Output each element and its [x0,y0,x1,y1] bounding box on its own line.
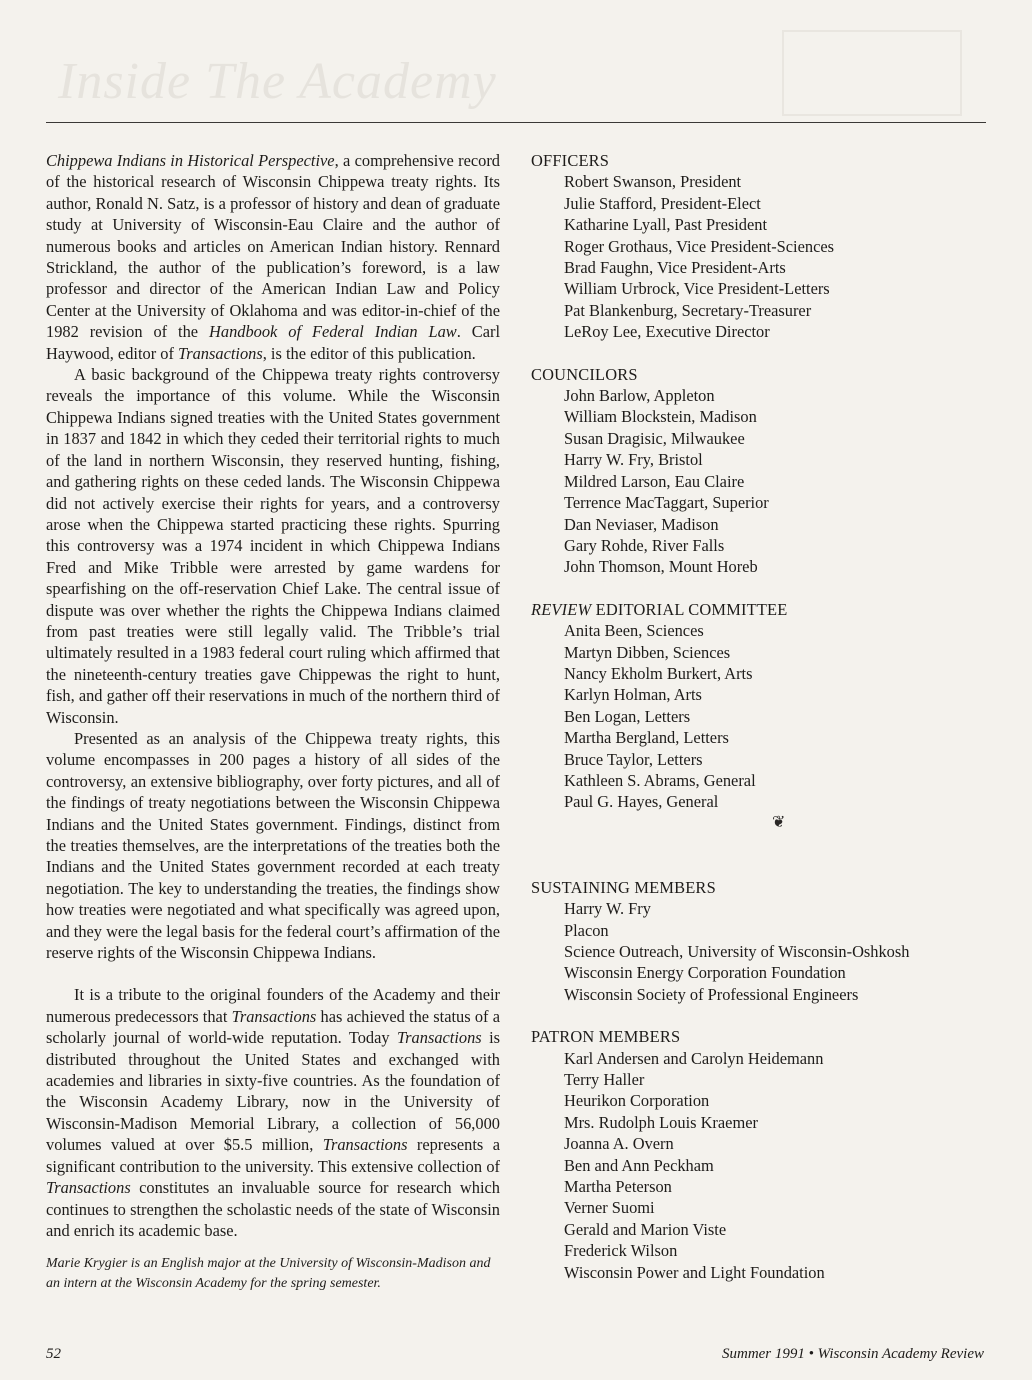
house-logo-icon [782,30,962,116]
list-item: Terrence MacTaggart, Superior [564,493,769,513]
list-item: Mildred Larson, Eau Claire [564,471,745,491]
section-heading: OFFICERS [531,151,610,170]
list-item: Wisconsin Society of Professional Engineers [564,984,859,1004]
list-item: Ben and Ann Peckham [564,1155,714,1175]
list-item: Susan Dragisic, Milwaukee [564,428,745,448]
book-title: Chippewa Indians in Historical Perspective [46,151,335,170]
list-item: Brad Faughn, Vice President-Arts [564,258,786,278]
list-item: Kathleen S. Abrams, General [564,770,756,790]
list-item: Gerald and Marion Viste [564,1219,727,1239]
patron-members-section [531,1026,971,1283]
list-item: Paul G. Hayes, General [564,792,719,812]
list-item: Martha Peterson [564,1177,672,1197]
list-item: LeRoy Lee, Executive Director [564,322,770,342]
list-item: Wisconsin Power and Light Foundation [564,1262,825,1282]
header-rule [46,122,986,123]
roster-column [531,150,971,1304]
list-item: Bruce Taylor, Letters [564,749,703,769]
section-heading: REVIEW EDITORIAL COMMITTEE [531,599,788,619]
article-paragraph-4: It is a tribute to the original founders of the Academy and their numerous predecessors that Transactions has achieved the status of a scholarly journal of world-wide reputation. Today Transactions is distributed throughout the United States and exchanged with academies and libraries in sixty-five countries. As the foundation of the Wisconsin Academy Library, now in the University of Wisconsin-Madison Memorial Library, a collection of 56,000 volumes valued at over $5.5 million, Transactions represents a significant contribution to the university. This extensive collection of Transactions constitutes an invaluable source for research which continues to strengthen the scholastic needs of the state of Wisconsin and enrich its academic base. [46,985,500,1240]
article-paragraph-3: Presented as an analysis of the Chippewa treaty rights, this volume encompasses in 200 pages a history of all sides of the controversy, an extensive bibliography, over forty pictures, and all of the findings of treaty negotiations between the Wisconsin Chippewa Indians and the United States government. Findings, distinct from the treaties themselves, are the interpretations of the treaties both the Indians and the United States government recorded at each treaty negotiation. The key to understanding the treaties, the findings show how treaties were negotiated and what specifically was agreed upon, and they were the legal basis for the federal court’s affirmation of the reserve rights of the Wisconsin Chippewa Indians. [46,728,500,963]
list-item: John Thomson, Mount Horeb [564,557,758,577]
review-committee-section [531,599,971,813]
section-heading: COUNCILORS [531,364,638,384]
list-item: Heurikon Corporation [564,1091,710,1111]
list-item: Martyn Dibben, Sciences [564,642,731,662]
author-bio: Marie Krygier is an English major at the University of Wisconsin-Madison and an intern at the Wisconsin Academy for the spring semester. [46,1256,491,1292]
list-item: Robert Swanson, President [564,172,742,192]
section-heading: PATRON MEMBERS [531,1027,681,1047]
list-item: Roger Grothaus, Vice President-Sciences [564,236,834,256]
list-item: Harry W. Fry [564,899,651,919]
list-item: Nancy Ekholm Burkert, Arts [564,663,753,683]
list-item: Science Outreach, University of Wisconsin-Oshkosh [564,942,910,961]
list-item: Joanna A. Overn [564,1134,674,1154]
section-heading: SUSTAINING MEMBERS [531,877,716,897]
list-item: Frederick Wilson [564,1241,678,1261]
list-item: Ben Logan, Letters [564,706,691,726]
officers-section [531,150,971,343]
header-ghost-title: Inside The Academy [58,53,497,110]
list-item: Terry Haller [564,1070,645,1090]
list-item: Karlyn Holman, Arts [564,685,702,705]
leaf-ornament-icon: ❦ [772,814,786,831]
article-paragraph-1: Chippewa Indians in Historical Perspective, a comprehensive record of the historical research of Wisconsin Chippewa treaty rights. Its author, Ronald N. Satz, is a professor of history and dean of graduate study at University of Wisconsin-Eau Claire and the author of numerous books and articles on American Indian history. Rennard Strickland, the author of the publication’s foreword, is a law professor and director of the American Indian Law and Policy Center at the University of Oklahoma and was editor-in-chief of the 1982 revision of the Handbook of Federal Indian Law. Carl Haywood, editor of Transactions, is the editor of this publication. [46,151,501,363]
list-item: Katharine Lyall, Past President [564,215,768,235]
list-item: John Barlow, Appleton [564,386,715,406]
list-item: Martha Bergland, Letters [564,728,729,748]
list-item: Mrs. Rudolph Louis Kraemer [564,1112,758,1132]
article-column [46,150,500,1294]
sustaining-members-section [531,877,971,1005]
councilors-section [531,364,971,578]
list-item: Wisconsin Energy Corporation Foundation [564,963,846,983]
list-item: Gary Rohde, River Falls [564,535,725,555]
issue-info: Summer 1991 • Wisconsin Academy Review [721,1346,984,1362]
list-item: Placon [564,920,609,940]
page-number: 52 [46,1346,61,1362]
list-item: William Blockstein, Madison [564,407,757,427]
list-item: Pat Blankenburg, Secretary-Treasurer [564,300,812,320]
list-item: Karl Andersen and Carolyn Heidemann [564,1048,824,1068]
list-item: Verner Suomi [564,1198,655,1218]
list-item: Dan Neviaser, Madison [564,514,719,534]
list-item: William Urbrock, Vice President-Letters [564,279,830,299]
article-paragraph-2: A basic background of the Chippewa treaty rights controversy reveals the importance of this volume. While the Wisconsin Chippewa Indians signed treaties with the United States government in 1837 and 1842 in which they ceded their territorial rights to much of the land in northern Wisconsin, they reserved hunting, fishing, and gathering rights on these ceded lands. The Wisconsin Chippewa did not actively exercise their rights for years, and a controversy arose when the Chippewa started practicing these rights. Spurring this controversy was a 1974 incident in which Chippewa Indians Fred and Mike Tribble were arrested by game wardens for spearfishing on the off-reservation Chief Lake. The central issue of dispute was over whether the rights the Chippewa Indians claimed from past treaties were still legally valid. The Tribble’s trial ultimately resulted in a 1983 federal court ruling which affirmed that the nineteenth-century treaties gave Chippewas the right to hunt, fish, and gather off their reservations in much of the northern third of Wisconsin. [46,365,500,727]
list-item: Harry W. Fry, Bristol [564,450,703,470]
list-item: Julie Stafford, President-Elect [564,193,761,213]
list-item: Anita Been, Sciences [564,621,704,641]
